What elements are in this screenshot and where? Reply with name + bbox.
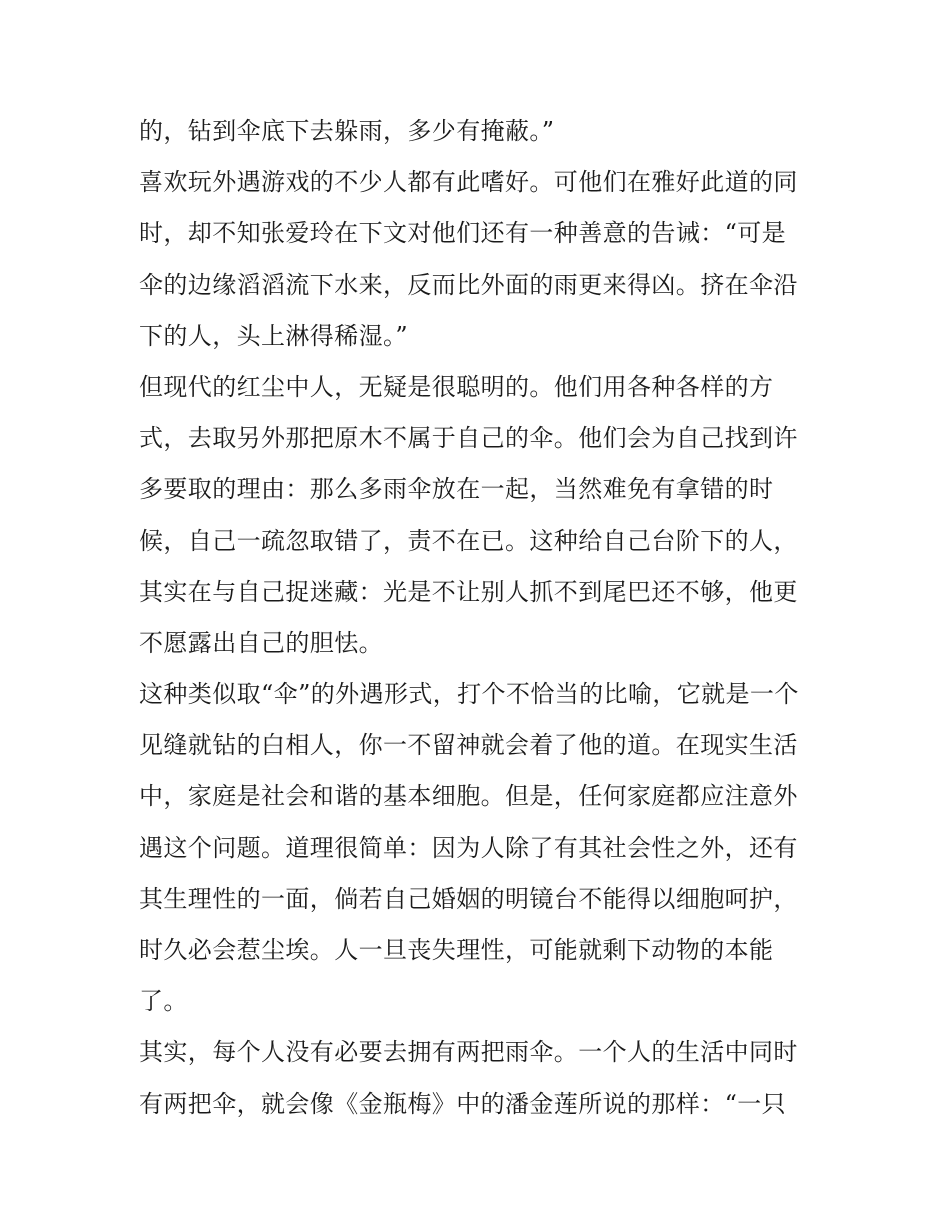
text-line: 其实在与自己捉迷藏：光是不让别人抓不到尾巴还不够，他更 — [139, 577, 798, 606]
text-line: 其实，每个人没有必要去拥有两把雨伞。一个人的生活中同时 — [139, 1038, 798, 1067]
text-line: 遇这个问题。道理很简单：因为人除了有其社会性之外，还有 — [139, 833, 798, 862]
text-line: 式，去取另外那把原木不属于自己的伞。他们会为自己找到许 — [139, 424, 798, 453]
text-line: 下的人，头上淋得稀湿。” — [139, 321, 409, 350]
text-line: 时，却不知张爱玲在下文对他们还有一种善意的告诫：“可是 — [139, 219, 787, 248]
text-line: 伞的边缘滔滔流下水来，反而比外面的雨更来得凶。挤在伞沿 — [139, 270, 798, 299]
text-line: 了。 — [139, 987, 188, 1016]
text-line: 这种类似取“伞”的外遇形式，打个不恰当的比喻，它就是一个 — [139, 680, 799, 709]
text-line: 的，钻到伞底下去躲雨，多少有掩蔽。” — [139, 117, 555, 145]
text-line: 不愿露出自己的胆怯。 — [139, 628, 383, 657]
text-line: 喜欢玩外遇游戏的不少人都有此嗜好。可他们在雅好此道的同 — [139, 168, 798, 197]
text-line: 见缝就钻的白相人，你一不留神就会着了他的道。在现实生活 — [139, 731, 798, 760]
text-line: 但现代的红尘中人，无疑是很聪明的。他们用各种各样的方 — [139, 372, 774, 401]
text-line: 中，家庭是社会和谐的基本细胞。但是，任何家庭都应注意外 — [139, 782, 798, 811]
text-line: 候，自己一疏忽取错了，责不在已。这种给自己台阶下的人， — [139, 526, 798, 555]
text-line: 多要取的理由：那么多雨伞放在一起，当然难免有拿错的时 — [139, 475, 774, 504]
body-text — [139, 106, 819, 1130]
text-line: 其生理性的一面，倘若自己婚姻的明镜台不能得以细胞呵护， — [139, 884, 798, 913]
text-line: 有两把伞，就会像《金瓶梅》中的潘金莲所说的那样：“一只 — [139, 1089, 787, 1118]
text-line: 时久必会惹尘埃。人一旦丧失理性，可能就剩下动物的本能 — [139, 936, 774, 964]
